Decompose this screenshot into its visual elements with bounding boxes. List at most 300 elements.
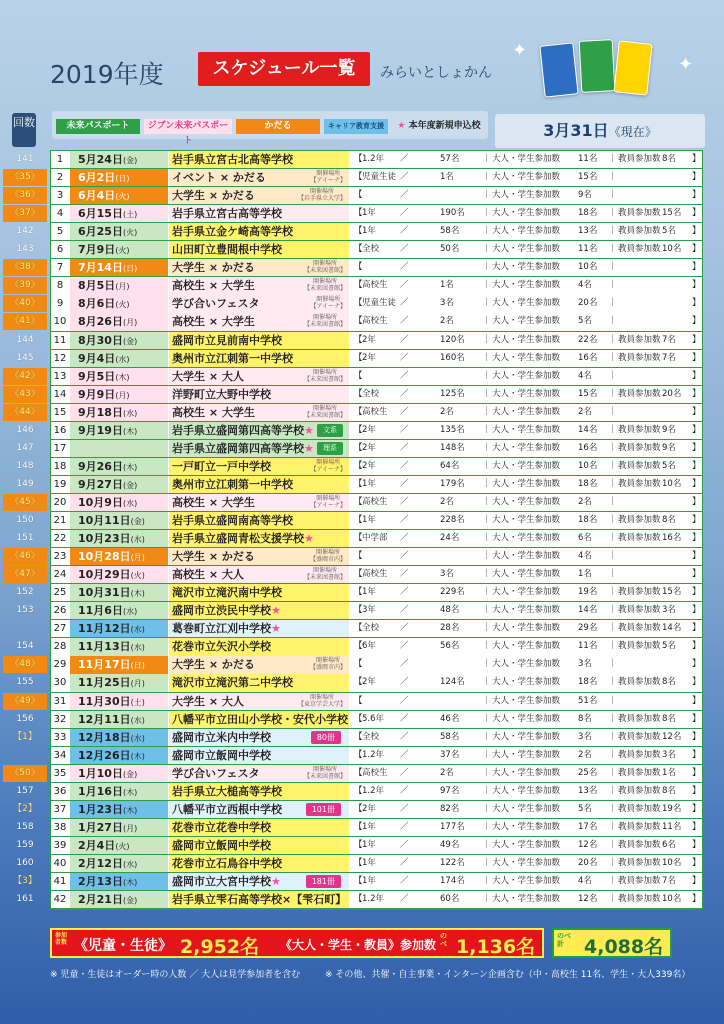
row-name: 高校生 × 大学生 開催場所 【未来図書館】 xyxy=(169,404,349,421)
row-adult-label: 大人・学生参加数 xyxy=(492,731,561,742)
table-row xyxy=(13,801,702,818)
row-adult-label: 大人・学生参加数 xyxy=(492,803,561,814)
round-label: 147 xyxy=(16,442,34,453)
row-books: 80冊 xyxy=(311,731,341,744)
round-label: 144 xyxy=(16,334,34,345)
row-adult-label: 大人・学生参加数 xyxy=(492,515,561,525)
row-number: 19 xyxy=(51,476,69,493)
row-number: 27 xyxy=(51,620,69,637)
row-name: 八幡平市立田山小学校・安代小学校 xyxy=(169,711,349,728)
row-level: 2年 xyxy=(362,677,376,688)
row-level: 3年 xyxy=(362,605,376,616)
row-adult-label: 大人・学生参加数 xyxy=(492,388,561,399)
row-students: 37名 xyxy=(440,749,460,760)
totals-bar xyxy=(50,928,544,958)
row-counts: 【 高校生 ／ 2名 ｜ 大人・学生参加数 2名 ｜ 】 xyxy=(350,494,702,511)
row-number: 18 xyxy=(51,458,69,475)
row-date: 9月27日(金) xyxy=(70,476,168,493)
row-name: 盛岡市立見前南中学校 xyxy=(169,332,349,349)
row-counts: 【 1.2年 ／ 97名 ｜ 大人・学生参加数 13名 ｜ 教員参加数 8名 】 xyxy=(350,783,702,800)
row-adults: 2名 xyxy=(578,406,592,417)
row-level: 6年 xyxy=(362,641,376,652)
row-adults: 9名 xyxy=(578,190,592,201)
row-date: 11月12日(水) xyxy=(70,620,168,637)
row-staff: 8名 xyxy=(662,713,676,724)
row-number: 35 xyxy=(51,765,69,782)
row-date: 6月15日(土) xyxy=(70,205,168,222)
row-adults: 10名 xyxy=(578,460,598,471)
row-students: 190名 xyxy=(440,208,465,219)
row-adult-label: 大人・学生参加数 xyxy=(492,154,561,164)
row-level: 1.2年 xyxy=(362,749,385,760)
row-date: 10月9日(水) xyxy=(70,494,168,511)
row-counts: 【 3年 ／ 48名 ｜ 大人・学生参加数 14名 ｜ 教員参加数 3名 】 xyxy=(350,602,702,619)
round-label: 《39》 xyxy=(3,277,47,294)
row-counts: 【 1年 ／ 190名 ｜ 大人・学生参加数 18名 ｜ 教員参加数 15名 】 xyxy=(350,205,702,222)
row-adult-label: 大人・学生参加数 xyxy=(492,334,561,345)
table-row xyxy=(16,512,702,529)
round-label: 150 xyxy=(16,515,34,525)
star-icon: ★ xyxy=(304,532,314,546)
row-staff: 3名 xyxy=(662,605,676,616)
round-label: 161 xyxy=(16,894,34,905)
row-adult-label: 大人・学生参加数 xyxy=(492,316,561,327)
round-label: 《48》 xyxy=(3,656,47,673)
round-label: 《43》 xyxy=(3,386,47,403)
row-name: 盛岡市立大宮中学校★ 181冊 xyxy=(169,873,349,890)
row-counts: 【 ／ ｜ 大人・学生参加数 4名 ｜ 】 xyxy=(350,548,702,565)
table-row xyxy=(10,368,702,385)
row-venue: 開催場所 【未来図書館】 xyxy=(303,314,346,329)
round-label: 【1】 xyxy=(13,731,37,742)
row-date: 8月6日(火) xyxy=(70,295,168,312)
row-adult-label: 大人・学生参加数 xyxy=(492,280,561,291)
row-staff-label: 教員参加数 xyxy=(618,208,661,219)
row-level: 高校生 xyxy=(362,280,388,291)
round-label: 《44》 xyxy=(3,404,47,421)
row-date: 8月5日(月) xyxy=(70,277,168,294)
row-staff-label: 教員参加数 xyxy=(618,785,661,796)
star-icon: ★ xyxy=(304,423,314,437)
row-staff: 16名 xyxy=(662,533,682,544)
row-students: 82名 xyxy=(440,803,460,814)
row-counts: 【 児童生徒 ／ 3名 ｜ 大人・学生参加数 20名 ｜ 】 xyxy=(350,295,702,312)
row-number: 13 xyxy=(51,368,69,385)
row-name: 学び合いフェスタ 開催場所 【アイーナ】 xyxy=(169,295,349,312)
table-row xyxy=(10,313,702,330)
row-adults: 22名 xyxy=(578,334,598,345)
row-level: 高校生 xyxy=(362,316,388,327)
row-name: 洋野町立大野中学校 xyxy=(169,386,349,403)
legend-career: キャリア教育支援 xyxy=(324,119,388,134)
row-date: 9月18日(水) xyxy=(70,404,168,421)
row-students: 179名 xyxy=(440,478,465,489)
row-adults: 18名 xyxy=(578,515,598,525)
round-label: 154 xyxy=(16,641,34,652)
row-adult-label: 大人・学生参加数 xyxy=(492,839,561,850)
row-date: 2月21日(金) xyxy=(70,891,168,908)
row-venue: 開催場所 【未来図書館】 xyxy=(303,368,346,383)
table-row xyxy=(16,855,702,872)
row-adult-label: 大人・学生参加数 xyxy=(492,478,561,489)
legend xyxy=(52,111,488,146)
row-number: 11 xyxy=(51,332,69,349)
row-level: 2年 xyxy=(362,352,376,363)
row-name: 花巻市立花巻中学校 xyxy=(169,819,349,836)
row-number: 36 xyxy=(51,783,69,800)
row-level: 1年 xyxy=(362,226,376,237)
row-staff-label: 教員参加数 xyxy=(618,857,661,868)
table-row xyxy=(10,693,702,710)
row-students: 228名 xyxy=(440,515,465,525)
row-adult-label: 大人・学生参加数 xyxy=(492,533,561,544)
row-adult-label: 大人・学生参加数 xyxy=(492,190,561,201)
row-number: 20 xyxy=(51,494,69,511)
row-tag: 理系 xyxy=(317,442,343,455)
row-counts: 【 1年 ／ 122名 ｜ 大人・学生参加数 20名 ｜ 教員参加数 10名 】 xyxy=(350,855,702,872)
row-adult-label: 大人・学生参加数 xyxy=(492,767,561,778)
row-staff-label: 教員参加数 xyxy=(618,587,661,598)
row-adults: 15名 xyxy=(578,172,598,183)
row-staff: 15名 xyxy=(662,208,682,219)
row-staff: 10名 xyxy=(662,894,682,905)
row-venue: 開催場所 【アイーナ】 xyxy=(310,296,346,311)
round-label: 157 xyxy=(16,785,34,796)
round-label: 160 xyxy=(16,857,34,868)
row-level: 全校 xyxy=(362,388,380,399)
library-name: みらいとしょかん xyxy=(380,65,492,81)
book-icon xyxy=(539,42,578,97)
row-adult-label: 大人・学生参加数 xyxy=(492,172,561,183)
row-venue: 開催場所 【未来図書館】 xyxy=(303,567,346,582)
table-row xyxy=(16,458,702,475)
adult-side: のべ xyxy=(440,932,447,948)
row-adult-label: 大人・学生参加数 xyxy=(492,659,561,670)
row-name: 盛岡市立米内中学校 80冊 xyxy=(169,729,349,746)
row-counts: 【 1年 ／ 177名 ｜ 大人・学生参加数 17名 ｜ 教員参加数 11名 】 xyxy=(350,819,702,836)
row-students: 125名 xyxy=(440,388,465,399)
row-adults: 14名 xyxy=(578,424,598,435)
row-number: 32 xyxy=(51,711,69,728)
row-counts: 【 1年 ／ 58名 ｜ 大人・学生参加数 13名 ｜ 教員参加数 5名 】 xyxy=(350,223,702,240)
row-name: 葛巻町立江刈中学校★ xyxy=(169,620,349,637)
row-name: 高校生 × 大学生 開催場所 【未来図書館】 xyxy=(169,277,349,294)
round-label: 158 xyxy=(16,821,34,832)
table-row xyxy=(16,422,702,439)
row-students: 2名 xyxy=(440,767,454,778)
row-date: 11月17日(日) xyxy=(70,656,168,673)
row-staff-label: 教員参加数 xyxy=(618,677,661,688)
row-adult-label: 大人・学生参加数 xyxy=(492,876,561,886)
row-counts: 【 全校 ／ 28名 ｜ 大人・学生参加数 29名 ｜ 教員参加数 14名 】 xyxy=(350,620,702,637)
row-students: 3名 xyxy=(440,569,454,580)
round-label: 《50》 xyxy=(3,765,47,782)
row-date: 11月25日(月) xyxy=(70,674,168,691)
row-staff: 6名 xyxy=(662,839,676,850)
table-row xyxy=(10,187,702,204)
row-number: 17 xyxy=(51,440,69,457)
row-number: 30 xyxy=(51,674,69,691)
row-adult-label: 大人・学生参加数 xyxy=(492,262,561,273)
row-students: 160名 xyxy=(440,352,465,363)
table-row xyxy=(13,873,702,890)
row-adults: 12名 xyxy=(578,894,598,905)
row-staff: 7名 xyxy=(662,352,676,363)
row-students: 174名 xyxy=(440,876,465,886)
row-number: 25 xyxy=(51,584,69,601)
round-label: 《45》 xyxy=(3,494,47,511)
row-adults: 18名 xyxy=(578,208,598,219)
round-label: 155 xyxy=(16,677,34,688)
row-adults: 15名 xyxy=(578,388,598,399)
row-date: 7月9日(火) xyxy=(70,241,168,258)
row-date: 8月30日(金) xyxy=(70,332,168,349)
row-adult-label: 大人・学生参加数 xyxy=(492,623,561,634)
row-staff-label: 教員参加数 xyxy=(618,803,661,814)
row-adult-label: 大人・学生参加数 xyxy=(492,352,561,363)
star-icon: ★ xyxy=(304,441,314,455)
row-students: 148名 xyxy=(440,442,465,453)
row-staff: 7名 xyxy=(662,876,676,886)
row-name: 一戸町立一戸中学校 開催場所 【アイーナ】 xyxy=(169,458,349,475)
row-counts: 【 ／ ｜ 大人・学生参加数 4名 ｜ 】 xyxy=(350,368,702,385)
row-name: イベント × かだる 開催場所 【アイーナ】 xyxy=(169,169,349,186)
row-date: 12月26日(木) xyxy=(70,747,168,764)
round-label: 《49》 xyxy=(3,693,47,710)
row-level: 中学部 xyxy=(362,533,388,544)
row-counts: 【 1年 ／ 49名 ｜ 大人・学生参加数 12名 ｜ 教員参加数 6名 】 xyxy=(350,837,702,854)
row-venue: 開催場所 【アイーナ】 xyxy=(310,494,346,509)
row-number: 24 xyxy=(51,566,69,583)
row-name: 大学生 × かだる 開催場所 【未来図書館】 xyxy=(169,259,349,276)
row-adults: 4名 xyxy=(578,876,592,886)
row-name: 大学生 × かだる 開催場所 【岩手県立大学】 xyxy=(169,187,349,204)
table-row xyxy=(10,494,702,511)
row-adults: 6名 xyxy=(578,533,592,544)
row-students: 229名 xyxy=(440,587,465,598)
row-number: 10 xyxy=(51,313,69,330)
row-number: 39 xyxy=(51,837,69,854)
row-level: 全校 xyxy=(362,623,380,634)
row-name: 盛岡市立渋民中学校★ xyxy=(169,602,349,619)
row-adult-label: 大人・学生参加数 xyxy=(492,569,561,580)
row-number: 23 xyxy=(51,548,69,565)
row-staff-label: 教員参加数 xyxy=(618,154,661,164)
row-date: 1月27日(月) xyxy=(70,819,168,836)
adult-label: 《大人・学生・教員》参加数 xyxy=(280,938,437,952)
table-row xyxy=(16,151,702,168)
row-students: 2名 xyxy=(440,316,454,327)
row-number: 42 xyxy=(51,891,69,908)
row-students: 49名 xyxy=(440,839,460,850)
row-name: 岩手県立盛岡第四高等学校★ 文系 xyxy=(169,422,349,439)
table-row xyxy=(16,223,702,240)
row-venue: 開催場所 【未来図書館】 xyxy=(303,765,346,780)
row-name: 大学生 × かだる 開催場所 【盛岡市内】 xyxy=(169,656,349,673)
row-adult-label: 大人・学生参加数 xyxy=(492,677,561,688)
row-date: 2月4日(火) xyxy=(70,837,168,854)
row-adults: 17名 xyxy=(578,821,598,832)
row-staff: 7名 xyxy=(662,334,676,345)
adult-count: 1,136名 xyxy=(456,936,536,958)
row-adults: 20名 xyxy=(578,857,598,868)
table-row xyxy=(10,404,702,421)
row-level: 2年 xyxy=(362,803,376,814)
row-students: 64名 xyxy=(440,460,460,471)
row-staff: 8名 xyxy=(662,515,676,525)
row-venue: 開催場所 【アイーナ】 xyxy=(310,458,346,473)
row-staff-label: 教員参加数 xyxy=(618,821,661,832)
round-label: 152 xyxy=(16,587,34,598)
row-date: 9月19日(木) xyxy=(70,422,168,439)
row-counts: 【 1.2年 ／ 37名 ｜ 大人・学生参加数 2名 ｜ 教員参加数 3名 】 xyxy=(350,747,702,764)
row-level: 1.2年 xyxy=(362,785,385,796)
row-adults: 13名 xyxy=(578,785,598,796)
row-name: 岩手県立盛岡青松支援学校★ xyxy=(169,530,349,547)
row-venue: 開催場所 【未来図書館】 xyxy=(303,404,346,419)
row-date: 1月16日(木) xyxy=(70,783,168,800)
row-adults: 5名 xyxy=(578,316,592,327)
table-row xyxy=(16,638,702,655)
row-adults: 16名 xyxy=(578,352,598,363)
totals-caption: 参加者数 xyxy=(55,932,68,946)
row-counts: 【 高校生 ／ 3名 ｜ 大人・学生参加数 1名 ｜ 】 xyxy=(350,566,702,583)
row-number: 8 xyxy=(51,277,69,294)
row-date: 9月9日(月) xyxy=(70,386,168,403)
row-counts: 【 2年 ／ 160名 ｜ 大人・学生参加数 16名 ｜ 教員参加数 7名 】 xyxy=(350,350,702,367)
table-row xyxy=(16,476,702,493)
student-label: 《児童・生徒》 xyxy=(74,938,172,954)
table-row xyxy=(16,711,702,728)
grand-count: 4,088名 xyxy=(584,936,664,958)
table-row xyxy=(16,332,702,349)
row-staff: 20名 xyxy=(662,388,682,399)
round-label: 141 xyxy=(16,154,34,164)
schedule-title: スケジュール一覧 xyxy=(198,52,370,86)
row-students: 3名 xyxy=(440,298,454,309)
row-counts: 【 5.6年 ／ 46名 ｜ 大人・学生参加数 8名 ｜ 教員参加数 8名 】 xyxy=(350,711,702,728)
table-row xyxy=(16,674,702,691)
row-date: 9月4日(水) xyxy=(70,350,168,367)
row-adults: 13名 xyxy=(578,226,598,237)
table-row xyxy=(16,819,702,836)
row-staff-label: 教員参加数 xyxy=(618,478,661,489)
round-label: 149 xyxy=(16,478,34,489)
row-name: 山田町立豊間根中学校 xyxy=(169,241,349,258)
row-students: 177名 xyxy=(440,821,465,832)
row-date: 11月6日(水) xyxy=(70,602,168,619)
row-staff: 19名 xyxy=(662,803,682,814)
row-level: 2年 xyxy=(362,442,376,453)
grand-label: のべ計 xyxy=(557,932,571,948)
row-counts: 【 1年 ／ 174名 ｜ 大人・学生参加数 4名 ｜ 教員参加数 7名 】 xyxy=(350,873,702,890)
row-counts: 【 2年 ／ 120名 ｜ 大人・学生参加数 22名 ｜ 教員参加数 7名 】 xyxy=(350,332,702,349)
row-staff: 8名 xyxy=(662,154,676,164)
row-venue: 開催場所 【盛岡市内】 xyxy=(309,657,346,672)
row-staff: 1名 xyxy=(662,767,676,778)
row-number: 15 xyxy=(51,404,69,421)
row-adults: 11名 xyxy=(578,154,598,164)
star-icon: ★ xyxy=(271,622,281,636)
row-students: 2名 xyxy=(440,496,454,507)
row-adult-label: 大人・学生参加数 xyxy=(492,821,561,832)
row-staff: 3名 xyxy=(662,749,676,760)
row-date: 5月24日(金) xyxy=(70,151,168,168)
row-name: 学び合いフェスタ 開催場所 【未来図書館】 xyxy=(169,765,349,782)
row-date: 2月13日(木) xyxy=(70,873,168,890)
table-row xyxy=(16,584,702,601)
row-counts: 【 ／ ｜ 大人・学生参加数 9名 ｜ 】 xyxy=(350,187,702,204)
table-row xyxy=(51,747,702,764)
row-adults: 11名 xyxy=(578,244,598,255)
row-students: 2名 xyxy=(440,406,454,417)
row-level: 児童生徒 xyxy=(362,298,397,309)
row-staff: 12名 xyxy=(662,731,682,742)
row-number: 26 xyxy=(51,602,69,619)
legend-new: ★ 本年度新規申込校 xyxy=(397,121,481,131)
row-staff-label: 教員参加数 xyxy=(618,533,661,544)
table-row xyxy=(51,620,702,637)
row-adult-label: 大人・学生参加数 xyxy=(492,857,561,868)
row-name: 岩手県立大槌高等学校 xyxy=(169,783,349,800)
table-row xyxy=(10,205,702,222)
row-level: 2年 xyxy=(362,460,376,471)
row-books: 101冊 xyxy=(306,803,341,816)
row-adults: 1名 xyxy=(578,569,592,580)
row-students: 58名 xyxy=(440,226,460,237)
row-number: 2 xyxy=(51,169,69,186)
note-1: ※ 児童・生徒はオーダー時の人数 ／ 大人は見学参加者を含む xyxy=(50,970,301,980)
row-number: 28 xyxy=(51,638,69,655)
row-number: 16 xyxy=(51,422,69,439)
round-label: 145 xyxy=(16,352,34,363)
row-staff-label: 教員参加数 xyxy=(618,894,661,905)
row-number: 9 xyxy=(51,295,69,312)
row-date xyxy=(70,440,168,457)
row-level: 5.6年 xyxy=(362,713,385,724)
round-label: 《38》 xyxy=(3,259,47,276)
row-adults: 2名 xyxy=(578,749,592,760)
round-label: 159 xyxy=(16,839,34,850)
row-students: 46名 xyxy=(440,713,460,724)
row-adult-label: 大人・学生参加数 xyxy=(492,641,561,652)
row-adult-label: 大人・学生参加数 xyxy=(492,406,561,417)
row-adults: 4名 xyxy=(578,551,592,562)
row-level: 1.2年 xyxy=(362,894,385,905)
row-staff-label: 教員参加数 xyxy=(618,767,661,778)
row-level: 1年 xyxy=(362,839,376,850)
row-students: 57名 xyxy=(440,154,460,164)
row-staff: 10名 xyxy=(662,244,682,255)
star-icon xyxy=(348,713,349,726)
row-name: 岩手県立盛岡南高等学校 xyxy=(169,512,349,529)
round-label: 《46》 xyxy=(3,548,47,565)
row-counts: 【 2年 ／ 82名 ｜ 大人・学生参加数 5名 ｜ 教員参加数 19名 】 xyxy=(350,801,702,818)
row-adults: 18名 xyxy=(578,478,598,489)
row-adult-label: 大人・学生参加数 xyxy=(492,244,561,255)
table-row xyxy=(10,386,702,403)
row-adults: 2名 xyxy=(578,496,592,507)
row-number: 7 xyxy=(51,259,69,276)
star-icon: ★ xyxy=(397,121,406,131)
row-students: 124名 xyxy=(440,677,465,688)
row-students: 97名 xyxy=(440,785,460,796)
note-2: ※ その他、共催・自主事業・インターン企画含む（中・高校生 11名、学生・大人339名） xyxy=(325,970,691,980)
table-row xyxy=(10,765,702,782)
row-counts: 【 児童生徒 ／ 1名 ｜ 大人・学生参加数 15名 ｜ 】 xyxy=(350,169,702,186)
row-level: 高校生 xyxy=(362,406,388,417)
row-number: 33 xyxy=(51,729,69,746)
